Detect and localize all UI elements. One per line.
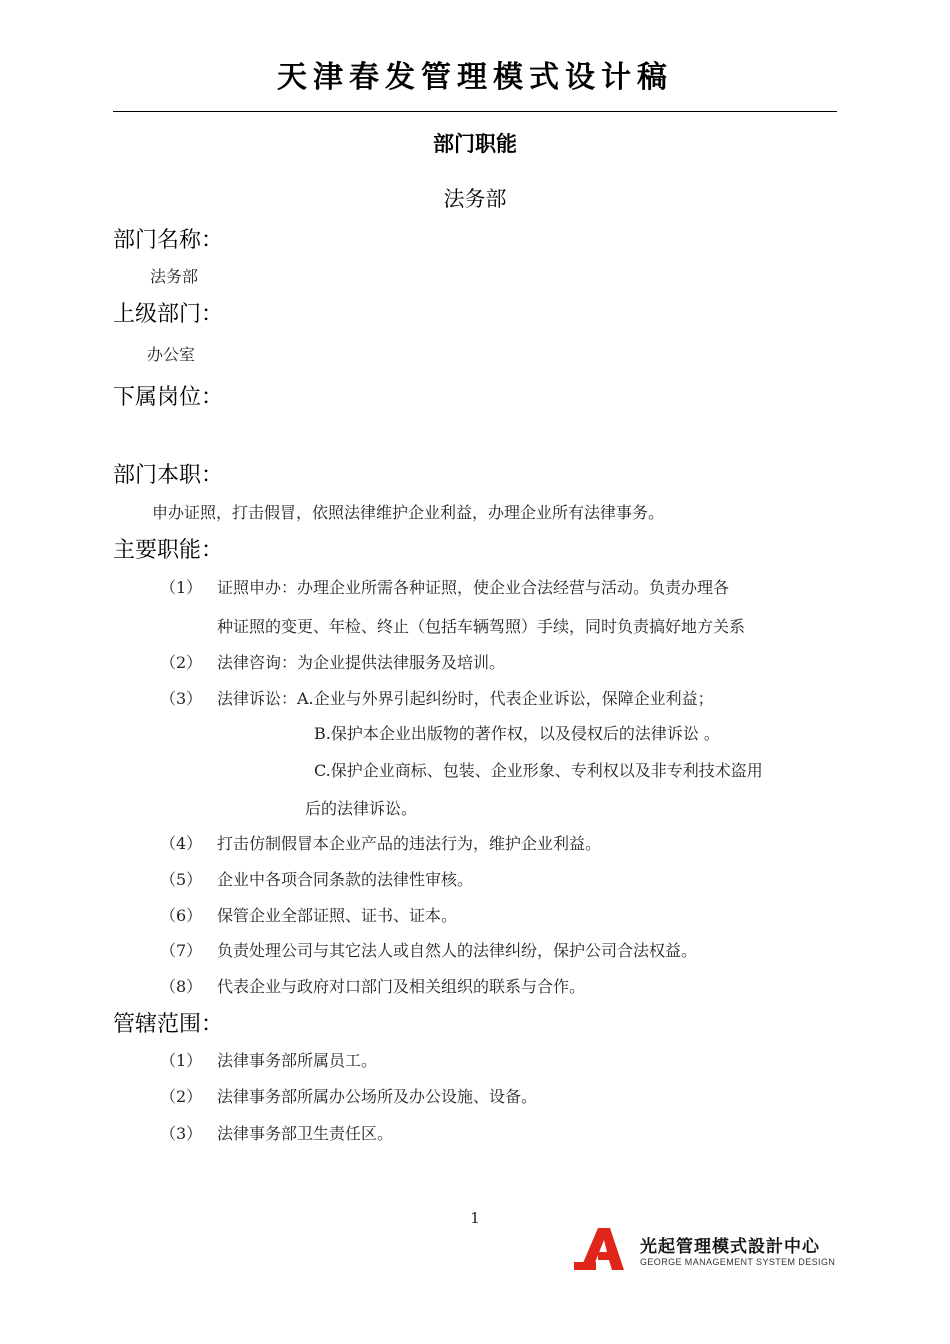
function-3-line-2: B.保护本企业出版物的著作权，以及侵权后的法律诉讼 。	[314, 724, 720, 743]
scope-1-number: （1）	[160, 1051, 203, 1070]
function-1-number: （1）	[160, 578, 203, 597]
heading-duty: 部门本职：	[113, 463, 224, 488]
header-divider	[113, 111, 837, 112]
section-title: 部门职能	[433, 132, 517, 156]
heading-superior: 上级部门：	[113, 302, 224, 327]
logo-a-icon	[574, 1228, 632, 1270]
logo-chinese-text: 光起管理模式設計中心	[640, 1237, 820, 1257]
function-3-number: （3）	[160, 689, 203, 708]
duty-text: 申办证照，打击假冒，依照法律维护企业利益，办理企业所有法律事务。	[152, 503, 665, 522]
function-6-text: 保管企业全部证照、证书、证本。	[217, 906, 458, 925]
function-6-number: （6）	[160, 906, 203, 925]
scope-2-text: 法律事务部所属办公场所及办公设施、设备。	[217, 1087, 538, 1106]
function-2-number: （2）	[160, 653, 203, 672]
heading-scope: 管辖范围：	[113, 1012, 224, 1037]
function-2-text: 法律咨询：为企业提供法律服务及培训。	[217, 653, 506, 672]
function-5-number: （5）	[160, 870, 203, 889]
heading-positions: 下属岗位：	[113, 385, 224, 410]
heading-functions: 主要职能：	[113, 538, 224, 563]
function-4-text: 打击仿制假冒本企业产品的违法行为，维护企业利益。	[217, 834, 602, 853]
page-number: 1	[470, 1209, 480, 1227]
function-4-number: （4）	[160, 834, 203, 853]
function-3-line-1: 法律诉讼：A.企业与外界引起纠纷时，代表企业诉讼，保障企业利益；	[217, 689, 714, 708]
document-title: 天津春发管理模式设计稿	[277, 60, 673, 95]
department-title: 法务部	[443, 187, 507, 211]
superior-value: 办公室	[147, 345, 196, 364]
function-5-text: 企业中各项合同条款的法律性审核。	[217, 870, 474, 889]
company-logo	[574, 1226, 844, 1272]
heading-dept-name: 部门名称：	[113, 228, 224, 253]
function-7-text: 负责处理公司与其它法人或自然人的法律纠纷，保护公司合法权益。	[217, 941, 698, 960]
scope-3-number: （3）	[160, 1124, 203, 1143]
function-7-number: （7）	[160, 941, 203, 960]
scope-2-number: （2）	[160, 1087, 203, 1106]
logo-english-text: GEORGE MANAGEMENT SYSTEM DESIGN	[640, 1257, 836, 1267]
function-3-line-3: C.保护企业商标、包装、企业形象、专利权以及非专利技术盗用	[314, 761, 763, 780]
function-1-line-2: 种证照的变更、年检、终止（包括车辆驾照）手续，同时负责搞好地方关系	[217, 617, 746, 636]
function-8-text: 代表企业与政府对口部门及相关组织的联系与合作。	[217, 977, 586, 996]
scope-1-text: 法律事务部所属员工。	[217, 1051, 378, 1070]
scope-3-text: 法律事务部卫生责任区。	[217, 1124, 394, 1143]
function-8-number: （8）	[160, 977, 203, 996]
function-1-line-1: 证照申办：办理企业所需各种证照，使企业合法经营与活动。负责办理各	[217, 578, 730, 597]
dept-name-value: 法务部	[150, 267, 199, 286]
function-3-line-4: 后的法律诉讼。	[305, 799, 418, 818]
